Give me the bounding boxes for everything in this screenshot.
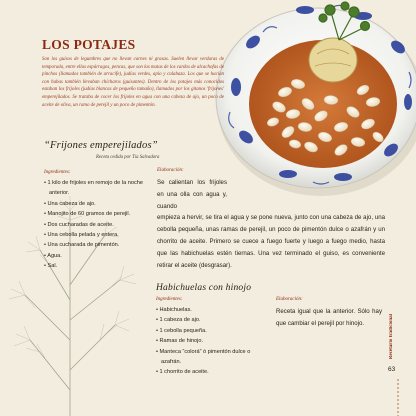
list-item: • Ramas de hinojo. xyxy=(156,336,271,346)
list-item: • Una cucharada de pimentón. xyxy=(44,240,144,250)
list-item: • 1 cebolla pequeña. xyxy=(156,326,271,336)
recipe1-elaboration xyxy=(157,177,385,271)
list-item: • Habichuelas. xyxy=(156,305,271,315)
intro-paragraph: Son los guisos de legumbres que no llevan carnes ni grasas. Suelen llevar verduras de temporada, entre ellas espárragos, pencas, que son las matas de los cardos de alcachofas de pinchos (llamados también de arracife), judías verdes, apio y calabaza. Los que se hacían con habas también llevaban chícharos (guisantes). Dentro de los potajes más conocidos estaban los frijoles (judías blancas de pequeño tamaño), llamados por los gitanos 'frijones' emperejilados. Se trataba de cocer los frijoles en agua con una cabeza de ajo, un poco de aceite de oliva, un ramo de perejil y un poco de pimentón. xyxy=(42,57,224,108)
list-item: • Sal. xyxy=(44,261,144,271)
list-item: • Agua. xyxy=(44,251,144,261)
bean-plate-image xyxy=(213,0,416,198)
list-item: • 1 kilo de frijoles en remojo de la noche anterior. xyxy=(44,178,144,199)
recipe2-elaboration-label: Elaboración: xyxy=(276,297,303,302)
list-item: • Dos cucharadas de aceite. xyxy=(44,220,144,230)
recipe1-ingredients-list xyxy=(44,178,144,272)
recipe1-elaboration-label: Elaboración: xyxy=(157,168,184,173)
recipe1-subtitle: Receta cedida por Tía Salvadora xyxy=(96,155,160,160)
recipe1-title: “Frijones emperejilados” xyxy=(44,140,158,151)
list-item: • Una cabeza de ajo. xyxy=(44,199,144,209)
page-title: LOS POTAJES xyxy=(42,37,136,52)
decorative-dots xyxy=(396,378,400,416)
recipe2-title: Habichuelas con hinojo xyxy=(156,283,252,293)
recipe1-elaboration-part2: empieza a hervir, se tira el agua y se pone nueva, junto con una cabeza de ajo, una cebolla pequeña, unas ramas de perejil, un poco de pimentón dulce o azafrán y un chorrito de aceite. Primero se cuece a fuego fuerte y luego a fuego medio, hasta que las habichuelas estén tiernas. Una vez terminado el guiso, es conveniente retirar el aceite (desgrasar). xyxy=(157,214,385,269)
recipe2-elaboration: Receta igual que la anterior. Sólo hay que cambiar el perejil por hinojo. xyxy=(276,308,382,327)
list-item: • 1 chorrito de aceite. xyxy=(156,367,271,377)
recipe2-ingredients-label: Ingredientes: xyxy=(156,297,183,302)
recipe1-ingredients-label: Ingredientes: xyxy=(44,170,71,175)
section-side-tab: Recetario tradicional xyxy=(389,314,394,360)
recipe1-elaboration-part1: Se calientan los frijoles en una olla con agua y, cuando xyxy=(157,179,227,210)
list-item: • 1 cabeza de ajo. xyxy=(156,315,271,325)
page-number: 63 xyxy=(388,366,396,373)
list-item: • Manojito de 60 gramos de perejil. xyxy=(44,209,144,219)
recipe2-ingredients-list xyxy=(156,305,271,378)
list-item: • Una cebolla pelada y entera. xyxy=(44,230,144,240)
list-item: • Manteca “colorá” ó pimentón dulce o azafrán. xyxy=(156,347,271,368)
